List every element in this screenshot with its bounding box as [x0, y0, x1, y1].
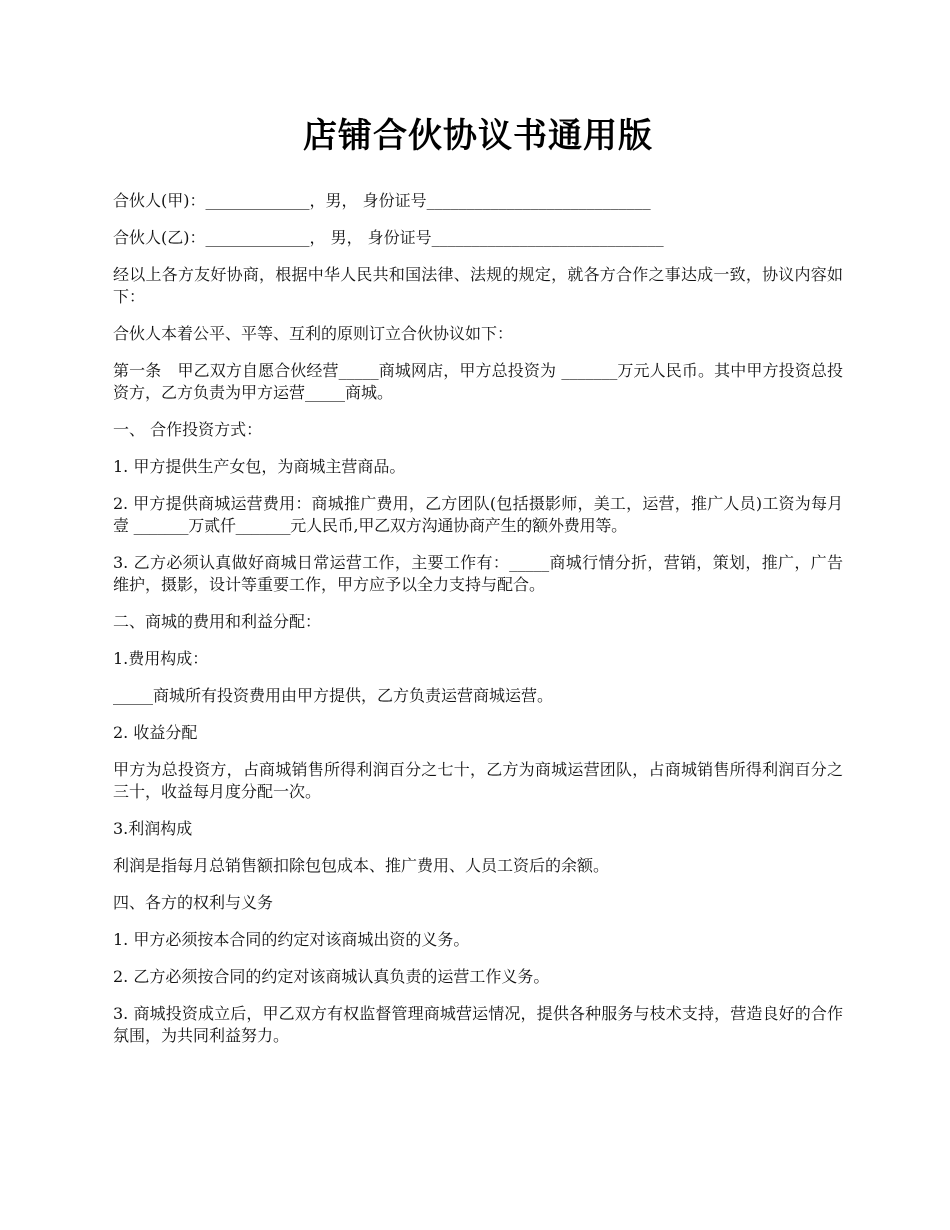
partner-a-line: 合伙人(甲)：_____________，男， 身份证号____________________________: [113, 191, 651, 210]
rights-item-1: 1. 甲方必须按本合同的约定对该商城出资的义务。: [113, 930, 470, 949]
section-heading-costs: 二、商城的费用和利益分配：: [113, 612, 322, 631]
partner-b-line: 合伙人(乙)：_____________， 男， 身份证号_____________________________: [113, 228, 664, 247]
costs-subheading: 1.费用构成：: [113, 649, 209, 668]
profit-subheading: 3.利润构成: [113, 819, 193, 838]
investment-item-3: 3. 乙方必须认真做好商城日常运营工作，主要工作有：_____商城行情分折，营销，策划，推广，广告维护，摄影，设计等重要工作，甲方应予以全力支持与配合。: [113, 553, 843, 594]
rights-item-2: 2. 乙方必须按合同的约定对该商城认真负责的运营工作义务。: [113, 967, 550, 986]
document-page: [113, 112, 848, 1062]
profit-paragraph: 利润是指每月总销售额扣除包包成本、推广费用、人员工资后的余额。: [113, 856, 610, 875]
rights-item-3: 3. 商城投资成立后，甲乙双方有权监督管理商城营运情况，提供各种服务与枝术支持，营造良好的合作氛围，为共同利益努力。: [113, 1004, 843, 1045]
document-title: 店铺合伙协议书通用版: [303, 116, 653, 156]
section-heading-investment: 一、 合作投资方式：: [113, 420, 263, 439]
costs-paragraph: _____商城所有投资费用由甲方提供，乙方负责运营商城运营。: [113, 686, 554, 705]
principle-paragraph: 合伙人本着公平、平等、互利的原则订立合伙协议如下：: [113, 324, 514, 343]
section-heading-rights: 四、各方的权利与义务: [113, 893, 274, 912]
revenue-subheading: 2. 收益分配: [113, 723, 198, 742]
preamble-paragraph: 经以上各方友好协商，根据中华人民共和国法律、法规的规定，就各方合作之事达成一致，协议内容如下：: [113, 265, 843, 306]
investment-item-2: 2. 甲方提供商城运营费用：商城推广费用，乙方团队(包括摄影师，美工，运营，推广人员)工资为每月 壹 _______万贰仟_______元人民币,甲乙双方沟通协商产生的额外费用等。: [113, 494, 848, 535]
investment-item-1: 1. 甲方提供生产女包，为商城主营商品。: [113, 457, 406, 476]
revenue-paragraph: 甲方为总投资方，占商城销售所得利润百分之七十，乙方为商城运营团队，占商城销售所得利润百分之三十，收益每月度分配一次。: [113, 760, 843, 801]
article-one-paragraph: 第一条 甲乙双方自愿合伙经营_____商城网店，甲方总投资为 _______万元人民币。其中甲方投资总投资方，乙方负责为甲方运营_____商城。: [113, 361, 843, 402]
